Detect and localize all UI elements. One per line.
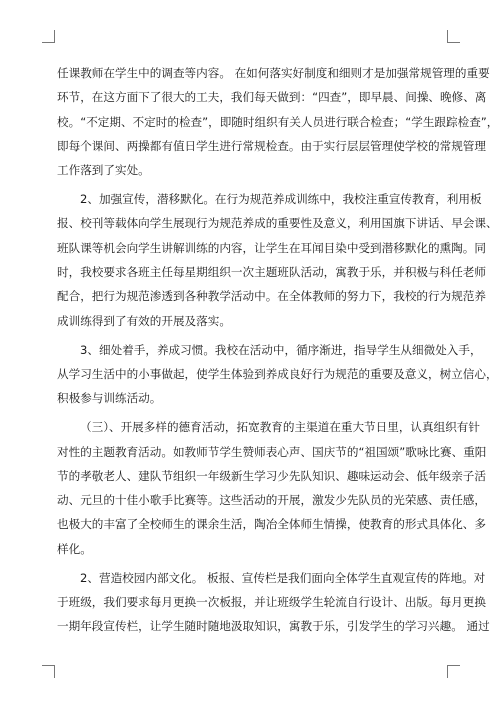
text-line: 一期年段宣传栏，让学生随时随地汲取知识，寓教于乐，引发学生的学习兴趣。 通过 — [57, 619, 490, 634]
text-line: 对性的主题教育活动。如教师节学生赞师表心声、国庆节的“祖国颂”歌咏比赛、重阳 — [57, 444, 487, 459]
text-line: 2、营造校园内部文化。 板报、宣传栏是我们面向全体学生直观宣传的阵地。对 — [80, 570, 486, 585]
paragraph-1 — [57, 61, 499, 182]
text-line: 成训练得到了有效的开展及落实。 — [57, 313, 231, 328]
text-line: 配合，把行为规范渗透到各种教学活动中。在全体教师的努力下，我校的行为规范养 — [57, 289, 486, 304]
crop-mark-top-right — [447, 30, 460, 43]
text-line: 从学习生活中的小事做起，使学生体验到养成良好行为规范的重要及意义，树立信心， — [57, 366, 498, 381]
paragraph-2 — [57, 187, 498, 333]
text-line: 环节，在这方面下了很大的工夫，我们每天做到：“四查”，即早晨、间操、晚修、离 — [57, 90, 487, 105]
text-line: （三）、开展多样的德育活动，拓宽教育的主渠道在重大节日里，认真组织有针 — [80, 420, 480, 435]
text-line: 即每个课间、两操都有值日学生进行常规检查。由于实行层层管理使学校的常规管理 — [57, 138, 486, 153]
text-line: 也极大的丰富了全校师生的课余生活，陶冶全体师生情操，使教育的形式具体化、多 — [57, 517, 486, 532]
text-line: 样化。 — [57, 541, 92, 556]
paragraph-5 — [57, 566, 490, 639]
text-line: 校。“不定期、不定时的检查”，即随时组织有关人员进行联合检查；“学生跟踪检查”， — [57, 114, 499, 129]
text-line: 班队课等机会向学生讲解训练的内容，让学生在耳闻目染中受到潜移默化的熏陶。同 — [57, 240, 486, 255]
text-line: 报、校刊等载体向学生展现行为规范养成的重要性及意义，利用国旗下讲话、早会课、 — [57, 216, 498, 231]
text-line: 动、元旦的十佳小歌手比赛等。这些活动的开展，激发少先队员的光荣感、责任感， — [57, 493, 486, 508]
crop-mark-top-left — [42, 30, 55, 43]
paragraph-4 — [57, 415, 487, 561]
text-line: 3、细处着手，养成习惯。我校在活动中，循序渐进，指导学生从细微处入手， — [80, 342, 482, 357]
paragraph-3 — [57, 338, 498, 411]
text-line: 2、加强宣传，潜移默化。在行为规范养成训练中，我校注重宣传教育，利用板 — [80, 192, 482, 207]
body-text — [57, 61, 499, 639]
text-line: 节的孝敬老人、建队节组织一年级新生学习少先队知识、趣味运动会、低年级亲子活 — [57, 468, 486, 483]
text-line: 于班级，我们要求每月更换一次板报，并让班级学生轮流自行设计、出版。每月更换 — [57, 594, 486, 609]
text-line: 任课教师在学生中的调查等内容。 在如何落实好制度和细则才是加强常规管理的重要 — [57, 66, 490, 80]
text-line: 时，我校要求各班主任每星期组织一次主题班队活动，寓教于乐，并积极与科任老师 — [57, 265, 486, 280]
text-line: 工作落到了实处。 — [57, 163, 150, 178]
crop-mark-bottom-right — [447, 665, 460, 678]
text-line: 积极参与训练活动。 — [57, 391, 162, 406]
crop-mark-bottom-left — [42, 665, 55, 678]
